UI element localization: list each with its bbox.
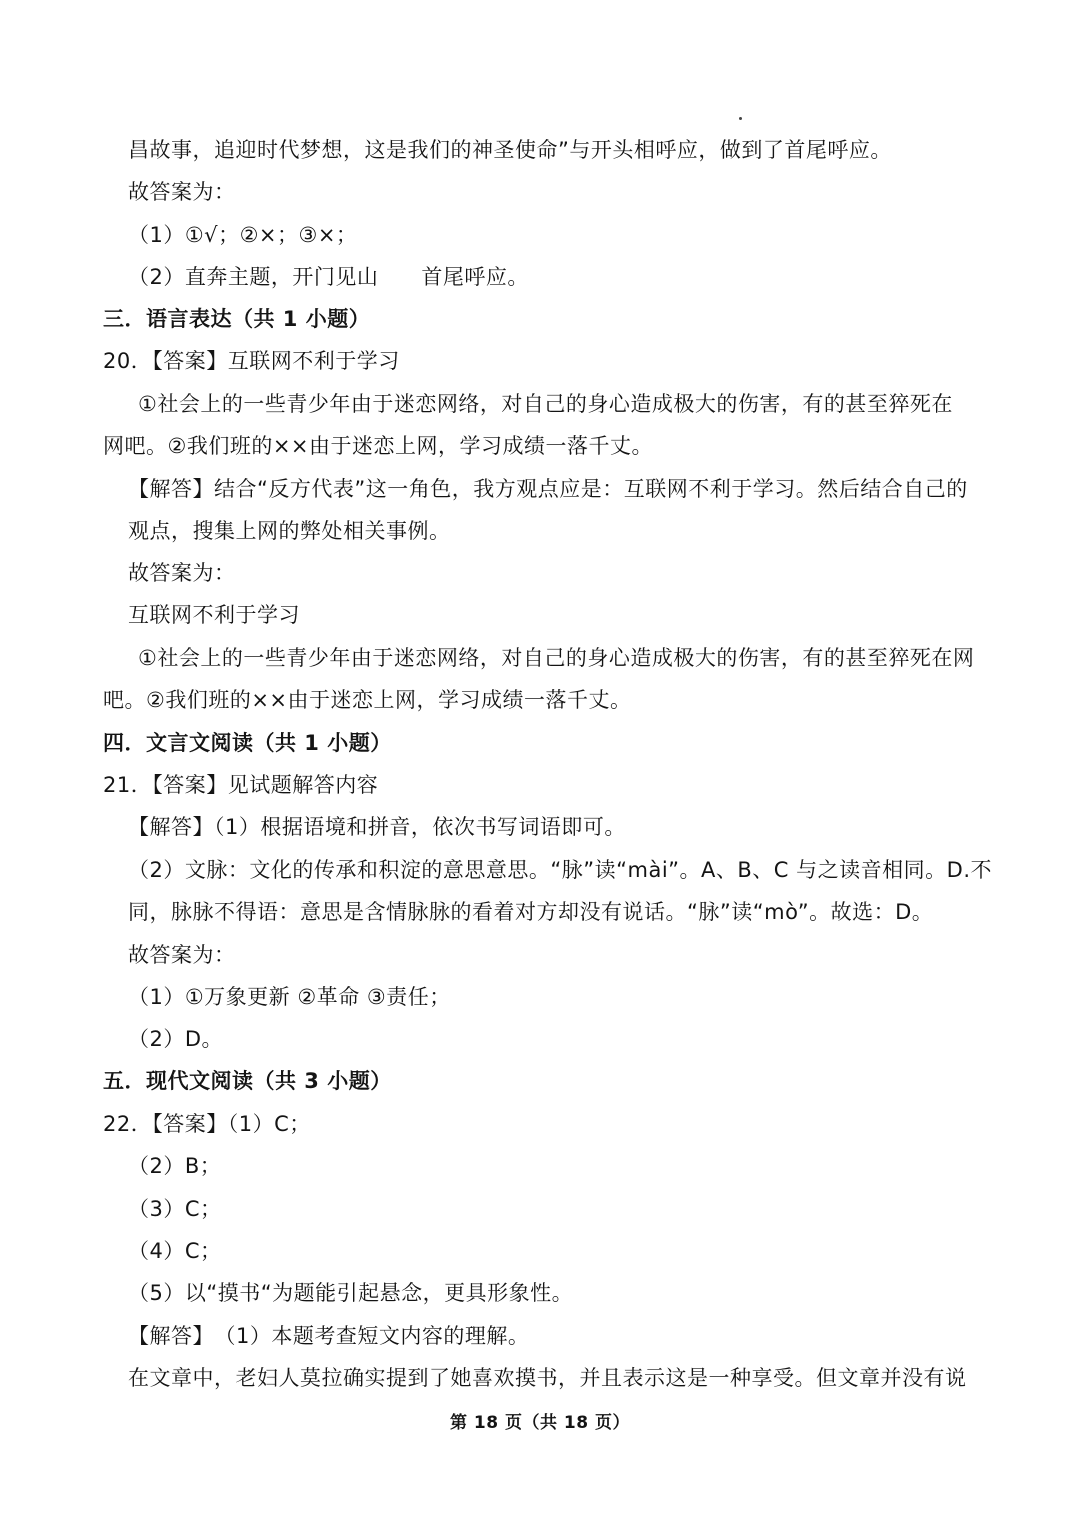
answer-line: 22．【答案】（1）C； [103,1112,311,1136]
text-line: （3）C； [128,1197,222,1221]
text-line: 互联网不利于学习 [128,603,300,627]
text-line: 故答案为： [128,180,236,204]
answer-line: 20．【答案】互联网不利于学习 [103,349,400,373]
text-line: （2）B； [128,1154,222,1178]
text-line: （4）C； [128,1239,222,1263]
text-line: （1）①万象更新 ②革命 ③责任； [128,985,451,1009]
text-line: 故答案为： [128,943,236,967]
text-line: （1）①√；②×；③×； [128,223,358,247]
text-line: 吧。②我们班的××由于迷恋上网，学习成绩一落千丈。 [103,688,632,712]
answer-line: 21．【答案】见试题解答内容 [103,773,379,797]
text-line: （2）D。 [128,1027,224,1051]
text-line: ①社会上的一些青少年由于迷恋网络，对自己的身心造成极大的伤害，有的甚至猝死在 [138,392,953,416]
text-line: （5）以“摸书“为题能引起悬念，更具形象性。 [128,1281,574,1305]
text-line: 昌故事，追迎时代梦想，这是我们的神圣使命”与开头相呼应，做到了首尾呼应。 [128,138,892,162]
text-line: ①社会上的一些青少年由于迷恋网络，对自己的身心造成极大的伤害，有的甚至猝死在网 [138,646,975,670]
section-heading: 五．现代文阅读（共 3 小题） [103,1069,392,1093]
text-line: 网吧。②我们班的××由于迷恋上网，学习成绩一落千丈。 [103,434,654,458]
text-line: 故答案为： [128,561,236,585]
section-heading: 四．文言文阅读（共 1 小题） [103,731,392,755]
page-footer: 第 18 页（共 18 页） [450,1413,630,1433]
section-heading: 三．语言表达（共 1 小题） [103,307,371,331]
text-line: 【解答】 （1）本题考查短文内容的理解。 [128,1324,530,1348]
text-line: （2）文脉：文化的传承和积淀的意思意思。“脉”读“mài”。A、B、C 与之读音相同。D.不 [128,858,992,882]
text-line: 【解答】结合“反方代表”这一角色，我方观点应是：互联网不利于学习。然后结合自己的 [128,477,968,501]
text-line: 同，脉脉不得语：意思是含情脉脉的看着对方却没有说话。“脉”读“mò”。故选：D。 [128,900,934,924]
scan-speck [739,117,742,120]
text-line: 观点，搜集上网的弊处相关事例。 [128,519,451,543]
text-line: （2）直奔主题，开门见山 首尾呼应。 [128,265,529,289]
text-line: 【解答】（1）根据语境和拼音，依次书写词语即可。 [128,815,626,839]
text-line: 在文章中，老妇人莫拉确实提到了她喜欢摸书，并且表示这是一种享受。但文章并没有说 [128,1366,967,1390]
